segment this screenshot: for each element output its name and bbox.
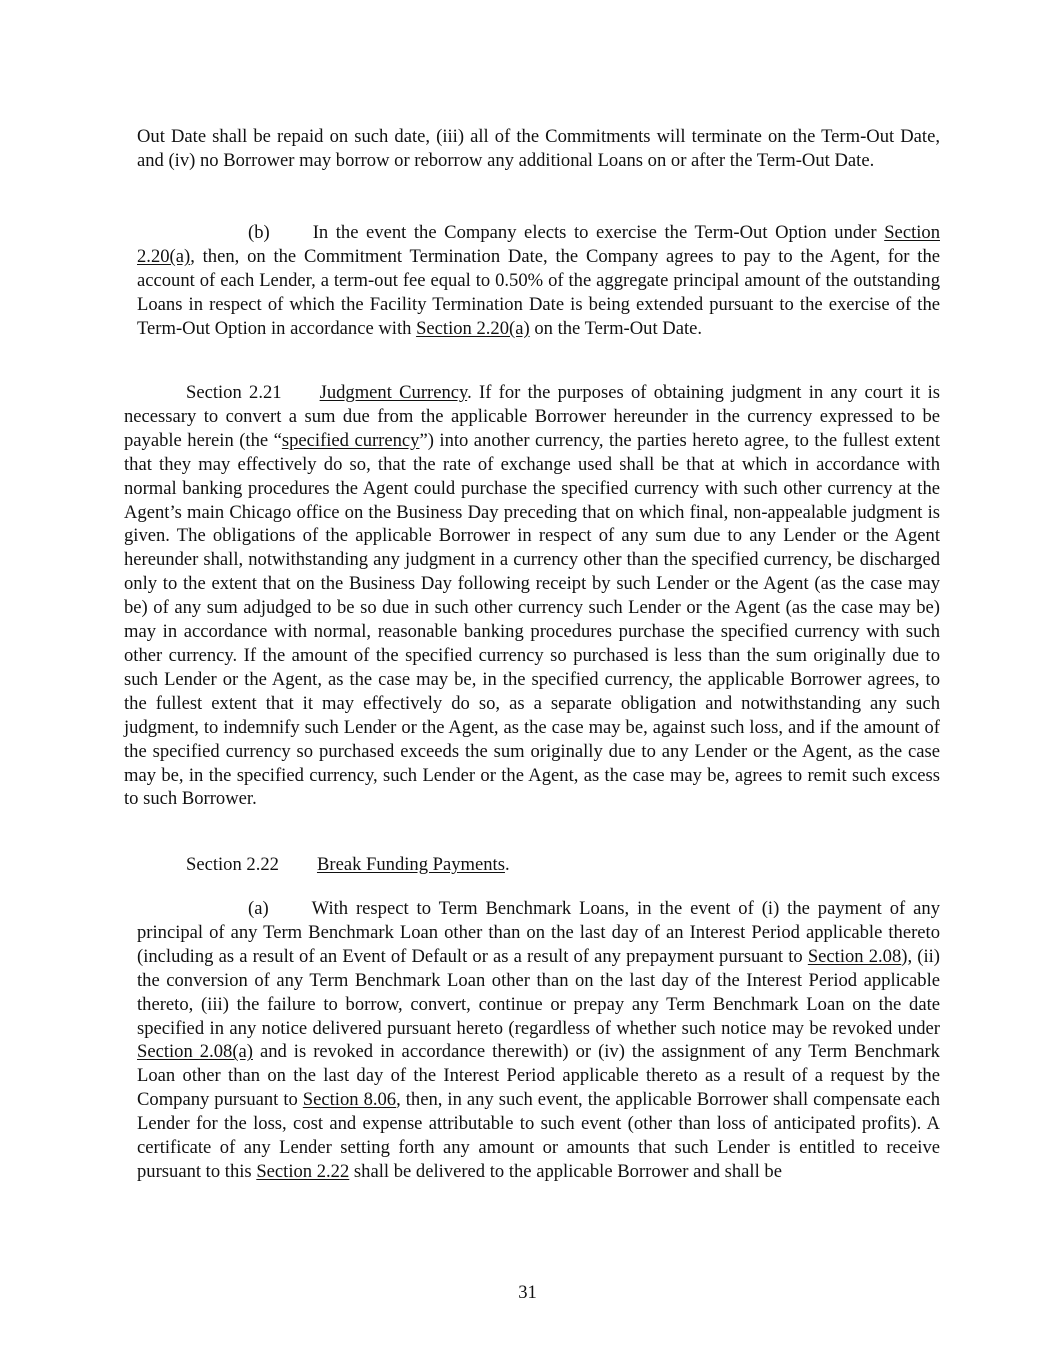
specified-currency-definition: specified currency <box>281 429 420 451</box>
paragraph-a-text-4: , then, in any such event, the applicable Borrower shall compensate each Lender for the loss, cost and expense attributable to such event (other than loss of anticipated profits). A certificate of any Lender setting forth any amount or amounts that such Lender is entitled to receive pursuant to this <box>137 1089 940 1182</box>
section-2-20a-reference-2: Section 2.20(a) <box>416 317 530 339</box>
paragraph-a-text-1: With respect to Term Benchmark Loans, in the event of (i) the payment of any principal of any Term Benchmark Loan other than on the last day of an Interest Period applicable thereto (including as a result of an Event of Default or as a result of any prepayment pursuant to <box>137 898 940 967</box>
paragraph-b-text-1: In the event the Company elects to exercise the Term-Out Option under <box>312 222 885 243</box>
continuation-paragraph <box>137 125 940 173</box>
section-8-06-reference: Section 8.06 <box>302 1089 397 1111</box>
paragraph-a-text-3: and is revoked in accordance therewith) or (iv) the assignment of any Term Benchmark Loan other than on the last day of the Interest Period applicable thereto as a result of a request by the Company pursuant to <box>137 1041 940 1111</box>
section-2-22-reference: Section 2.22 <box>256 1160 350 1182</box>
paragraph-b-label: (b) <box>248 222 270 243</box>
section-2-20a-reference: Section 2.20(a) <box>137 222 940 267</box>
continuation-text: Out Date shall be repaid on such date, (iii) all of the Commitments will terminate on the Term-Out Date, and (iv) no Borrower may borrow or reborrow any additional Loans on or after the Term-Out Date. <box>137 126 940 171</box>
paragraph-a-text-5: shall be delivered to the applicable Borrower and shall be <box>349 1160 782 1182</box>
section-2-08-reference: Section 2.08 <box>807 945 902 967</box>
section-2-22-heading-tail: . <box>504 854 510 875</box>
paragraph-a <box>137 897 940 1184</box>
section-2-21-paragraph <box>124 381 940 811</box>
section-2-21-heading: Judgment Currency <box>319 382 468 403</box>
section-2-22-heading-line <box>124 853 940 877</box>
page-number: 31 <box>518 1282 537 1303</box>
section-2-21-text-1: . If for the purposes of obtaining judgment in any court it is necessary to convert a sum due from the applicable Borrower hereunder in the currency expressed to be payable herein (the “ <box>124 382 940 451</box>
section-2-21-number: Section 2.21 <box>186 382 282 403</box>
section-2-08a-reference: Section 2.08(a) <box>137 1041 253 1063</box>
paragraph-b-text-3: on the Term-Out Date. <box>529 317 703 339</box>
paragraph-b <box>137 221 940 341</box>
section-2-22-number: Section 2.22 <box>186 854 279 875</box>
section-2-22-heading: Break Funding Payments <box>316 854 505 875</box>
paragraph-a-label: (a) <box>248 898 269 919</box>
section-2-21-text-2: ”) into another currency, the parties hereto agree, to the fullest extent that they may effectively do so, that the rate of exchange used shall be that at which in accordance with normal banking procedures the Agent could purchase the specified currency with such other currency at the Agent’s main Chicago office on the Business Day preceding that on which final, non-appealable judgment is given. The obligations of the applicable Borrower in respect of any sum due to any Lender or the Agent hereunder shall, notwithstanding any judgment in a currency other than the specified currency, be discharged only to the extent that on the Business Day following receipt by such Lender or the Agent (as the case may be) of any sum adjudged to be so due in such other currency such Lender or the Agent (as the case may be) may in accordance with normal, reasonable banking procedures purchase the specified currency with such other currency. If the amount of the specified currency so purchased is less than the sum originally due to such Lender or the Agent, as the case may be, in the specified currency, the applicable Borrower agrees, to the fullest extent that it may effectively do so, as a separate obligation and notwithstanding any such judgment, to indemnify such Lender or the Agent, as the case may be, against such loss, and if the amount of the specified currency so purchased exceeds the sum originally due to any Lender or the Agent, as the case may be, in the specified currency, such Lender or the Agent, as the case may be, agrees to remit such excess to such Borrower. <box>124 429 940 810</box>
paragraph-b-text-2: , then, on the Commitment Termination Date, the Company agrees to pay to the Agent, for the account of each Lender, a term-out fee equal to 0.50% of the aggregate principal amount of the outstanding Loans in respect of which the Facility Termination Date is being extended pursuant to the exercise of the Term-Out Option in accordance with <box>137 245 940 339</box>
paragraph-a-text-2: ), (ii) the conversion of any Term Benchmark Loan other than on the last day of the Interest Period applicable thereto, (iii) the failure to borrow, convert, continue or prepay any Term Benchmark Loan on the date specified in any notice delivered pursuant hereto (regardless of whether such notice may be revoked under <box>137 945 940 1039</box>
